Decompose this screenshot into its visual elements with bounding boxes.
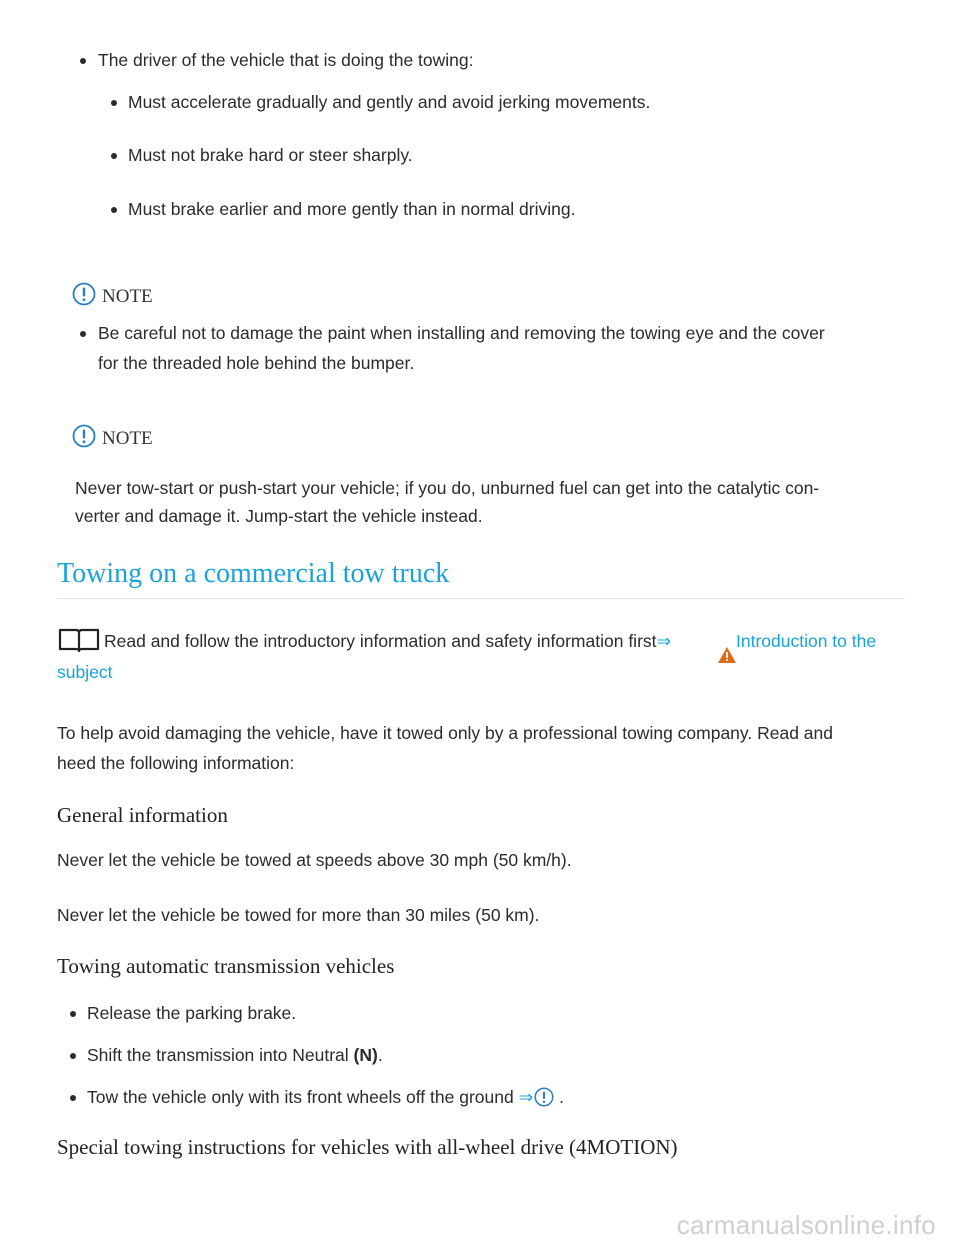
paragraph: Never let the vehicle be towed at speeds above 30 mph (50 km/h). [57,850,572,870]
book-icon [58,626,100,657]
list-item-text: . [377,1045,383,1065]
note-label: NOTE [102,427,153,449]
exclamation-circle-icon [72,424,96,453]
bullet [80,58,86,64]
arrow-link-icon[interactable]: ⇒ [656,631,672,651]
intro-text: Read and follow the introductory information and safety information first [104,631,657,651]
section-title: Towing on a commercial tow truck [57,558,450,589]
arrow-link-icon[interactable]: ⇒ [518,1087,534,1107]
bullet [70,1011,76,1017]
paragraph: Never let the vehicle be towed for more than 30 miles (50 km). [57,905,540,925]
intro-line [104,626,671,656]
bullet [111,100,117,106]
divider [57,598,905,599]
note-reference-icon[interactable] [534,1087,554,1107]
bullet [111,207,117,213]
list-item-text: . [554,1087,564,1107]
exclamation-circle-icon [72,282,96,311]
paragraph: heed the following information: [57,753,295,773]
note-heading [72,424,153,453]
list-item: Must not brake hard or steer sharply. [128,145,413,165]
list-item: Must accelerate gradually and gently and avoid jerking movements. [128,92,651,112]
list-item-text: Tow the vehicle only with its front wheels off the ground [87,1087,519,1107]
watermark: carmanualsonline.info [676,1210,936,1240]
list-item: Release the parking brake. [87,1003,297,1023]
note-text: verter and damage it. Jump-start the vehicle instead. [75,506,483,526]
bullet [111,153,117,159]
list-item-text: Shift the transmission into Neutral [87,1045,354,1065]
warning-triangle-icon [717,646,737,669]
subheading-automatic: Towing automatic transmission vehicles [57,954,395,978]
subheading-general: General information [57,803,228,827]
neutral-gear: (N) [353,1045,378,1065]
note-text: for the threaded hole behind the bumper. [98,353,415,373]
note-text: Be careful not to damage the paint when installing and removing the towing eye and the cover [98,323,825,343]
note-label: NOTE [102,285,153,307]
introduction-link[interactable]: Introduction to the [736,631,877,651]
paragraph: To help avoid damaging the vehicle, have it towed only by a professional towing company. Read and [57,723,833,743]
bullet [70,1053,76,1059]
note-heading [72,282,153,311]
subheading-special: Special towing instructions for vehicles with all-wheel drive (4MOTION) [57,1135,678,1159]
bullet [80,331,86,337]
list-item [87,1082,564,1112]
introduction-link-continued[interactable]: subject [57,662,113,682]
list-item [87,1040,383,1070]
tow-driver-intro: The driver of the vehicle that is doing the towing: [98,50,474,70]
list-item: Must brake earlier and more gently than in normal driving. [128,199,576,219]
note-text: Never tow-start or push-start your vehicle; if you do, unburned fuel can get into the catalytic con- [75,478,820,498]
bullet [70,1095,76,1101]
